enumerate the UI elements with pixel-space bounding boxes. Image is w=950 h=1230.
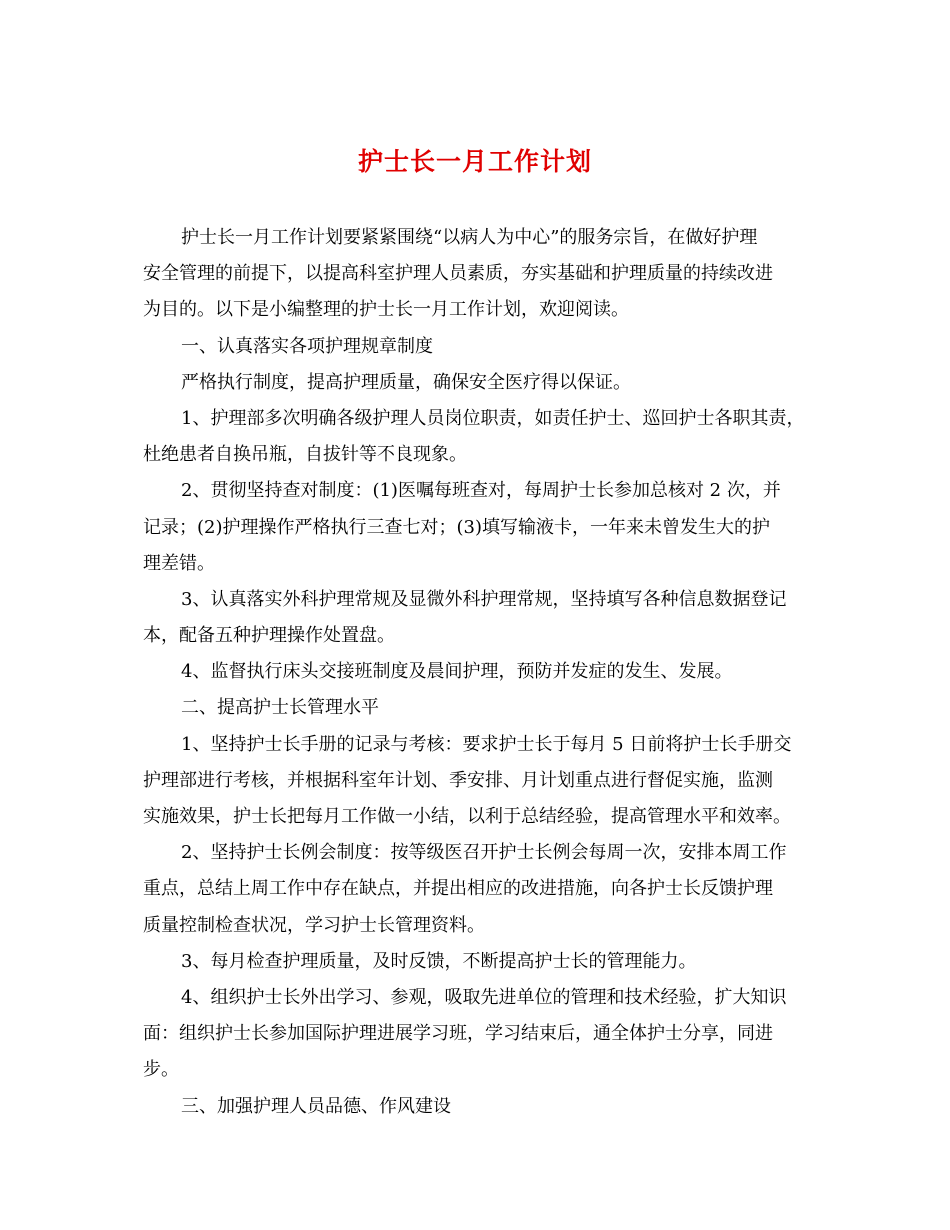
text-line: 重点，总结上周工作中存在缺点，并提出相应的改进措施，向各护士长反馈护理 xyxy=(143,878,773,900)
text-line: 理差错。 xyxy=(143,552,215,574)
text-line: 严格执行制度，提高护理质量，确保安全医疗得以保证。 xyxy=(181,371,631,393)
text-line: 步。 xyxy=(143,1059,179,1081)
text-line: 4、监督执行床头交接班制度及晨间护理，预防并发症的发生、发展。 xyxy=(181,661,733,683)
text-line: 1、坚持护士长手册的记录与考核：要求护士长于每月 5 日前将护士长手册交 xyxy=(181,733,792,755)
text-line: 本，配备五种护理操作处置盘。 xyxy=(143,625,395,647)
text-line: 一、认真落实各项护理规章制度 xyxy=(181,335,433,357)
text-line: 3、认真落实外科护理常规及显微外科护理常规，坚持填写各种信息数据登记 xyxy=(181,588,787,610)
text-line: 2、贯彻坚持查对制度：(1)医嘱每班查对，每周护士长参加总核对 2 次，并 xyxy=(181,480,781,502)
page-title: 护士长一月工作计划 xyxy=(357,147,592,176)
document-body xyxy=(143,220,811,1125)
text-line: 护理部进行考核，并根据科室年计划、季安排、月计划重点进行督促实施，监测 xyxy=(143,769,773,791)
text-line: 2、坚持护士长例会制度：按等级医召开护士长例会每周一次，安排本周工作 xyxy=(181,842,787,864)
text-line: 1、护理部多次明确各级护理人员岗位职责，如责任护士、巡回护士各职其责， xyxy=(181,407,805,429)
text-line: 记录；(2)护理操作严格执行三查七对；(3)填写输液卡，一年来未曾发生大的护 xyxy=(143,516,770,538)
text-line: 3、每月检查护理质量，及时反馈，不断提高护士长的管理能力。 xyxy=(181,950,697,972)
text-line: 安全管理的前提下，以提高科室护理人员素质，夯实基础和护理质量的持续改进 xyxy=(143,263,773,285)
text-line: 护士长一月工作计划要紧紧围绕“以病人为中心”的服务宗旨，在做好护理 xyxy=(181,227,758,248)
text-line: 面：组织护士长参加国际护理进展学习班，学习结束后，通全体护士分享，同进 xyxy=(143,1023,773,1045)
text-line: 二、提高护士长管理水平 xyxy=(181,697,379,719)
text-line: 质量控制检查状况，学习护士长管理资料。 xyxy=(143,914,485,936)
text-line: 4、组织护士长外出学习、参观，吸取先进单位的管理和技术经验，扩大知识 xyxy=(181,986,787,1008)
text-line: 为目的。以下是小编整理的护士长一月工作计划，欢迎阅读。 xyxy=(143,299,629,321)
text-line: 实施效果，护士长把每月工作做一小结，以利于总结经验，提高管理水平和效率。 xyxy=(143,806,791,827)
text-line: 杜绝患者自换吊瓶，自拔针等不良现象。 xyxy=(143,444,467,466)
text-line: 三、加强护理人员品德、作风建设 xyxy=(181,1095,451,1117)
